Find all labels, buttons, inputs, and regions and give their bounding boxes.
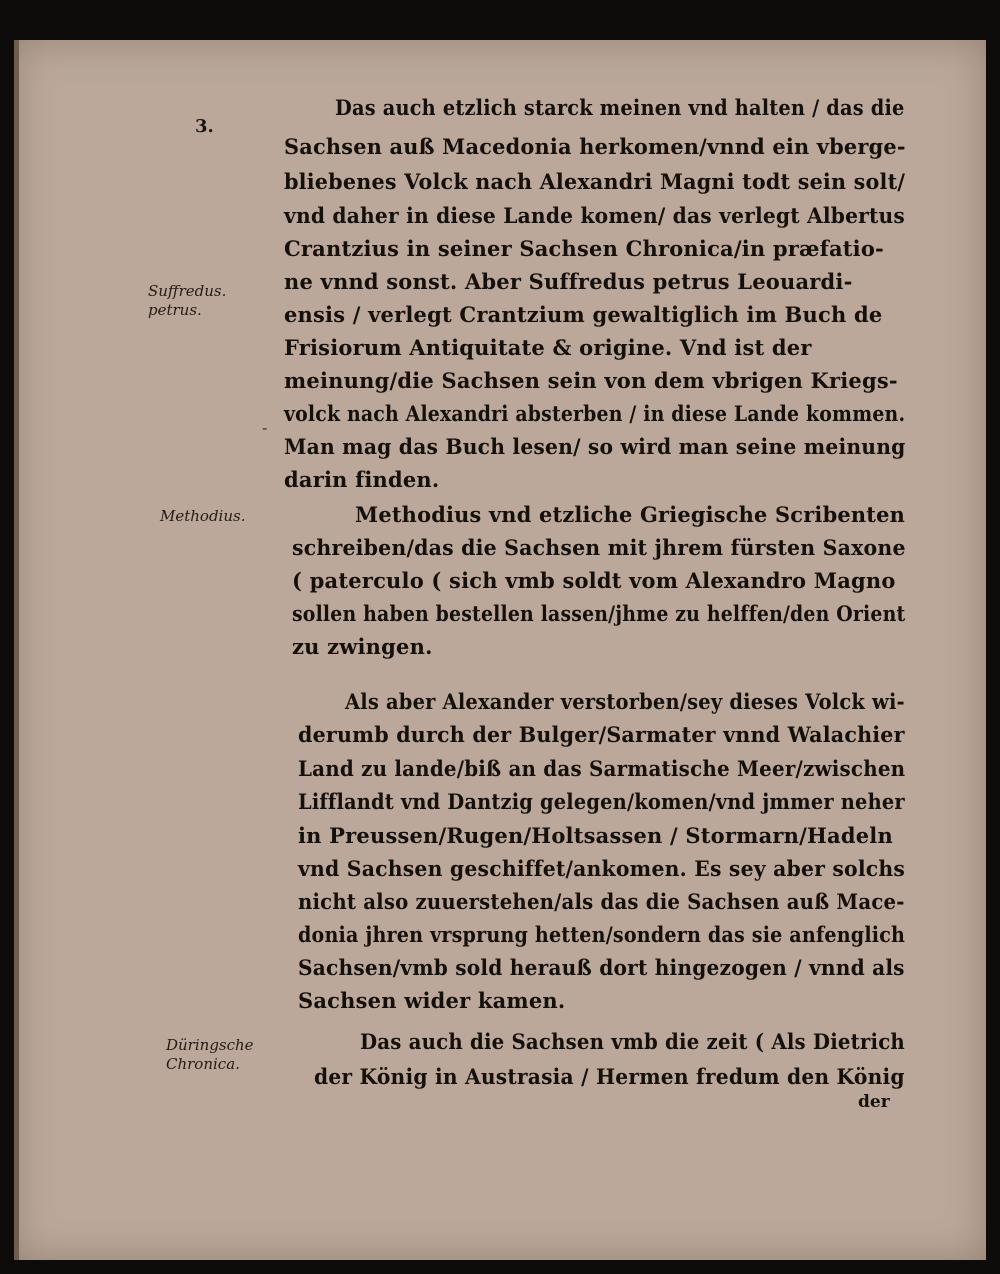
text-line: Frisiorum Antiquitate & origine. Vnd ist der xyxy=(284,335,812,360)
text-line: darin finden. xyxy=(284,467,440,492)
margin-dash-mark: - xyxy=(262,418,268,437)
margin-note-line: Düringsche xyxy=(166,1036,254,1054)
text-line: Sachsen wider kamen. xyxy=(298,988,566,1013)
text-line: sollen haben bestellen lassen/jhme zu helffen/den Orient xyxy=(292,601,906,626)
text-line: donia jhren vrsprung hetten/sondern das sie anfenglich xyxy=(298,922,906,947)
text-line: Das auch etzlich starck meinen vnd halten / das die xyxy=(335,95,905,120)
margin-note-methodius xyxy=(160,507,245,526)
text-line: schreiben/das die Sachsen mit jhrem fürsten Saxone xyxy=(292,535,906,560)
margin-note-suffredus xyxy=(148,282,226,320)
text-line: der König in Austrasia / Hermen fredum den König xyxy=(314,1064,905,1089)
text-line: volck nach Alexandri absterben / in diese Lande kommen. xyxy=(284,401,906,426)
text-line: vnd daher in diese Lande komen/ das verlegt Albertus xyxy=(284,203,906,228)
text-line: Sachsen auß Macedonia herkomen/vnnd ein vberge- xyxy=(284,134,906,159)
margin-note-line: petrus. xyxy=(148,301,202,319)
text-line: Crantzius in seiner Sachsen Chronica/in præfatio- xyxy=(284,236,884,261)
text-line: meinung/die Sachsen sein von dem vbrigen Kriegs- xyxy=(284,368,898,393)
text-line: Das auch die Sachsen vmb die zeit ( Als Dietrich xyxy=(360,1029,905,1054)
text-line: ne vnnd sonst. Aber Suffredus petrus Leouardi- xyxy=(284,269,853,294)
text-line: Sachsen/vmb sold herauß dort hingezogen / vnnd als xyxy=(298,955,905,980)
text-line: Als aber Alexander verstorben/sey dieses Volck wi- xyxy=(345,689,905,714)
text-line: zu zwingen. xyxy=(292,634,433,659)
text-line: Man mag das Buch lesen/ so wird man seine meinung xyxy=(284,434,906,459)
text-line: ensis / verlegt Crantzium gewaltiglich im Buch de xyxy=(284,302,883,327)
text-line: Lifflandt vnd Dantzig gelegen/komen/vnd jmmer neher xyxy=(298,789,905,814)
page-number: 3. xyxy=(195,116,214,137)
text-line: bliebenes Volck nach Alexandri Magni todt sein solt/ xyxy=(284,169,906,194)
margin-note-line: Suffredus. xyxy=(148,282,227,300)
text-line: derumb durch der Bulger/Sarmater vnnd Walachier xyxy=(298,722,905,747)
text-line: ( paterculo ( sich vmb soldt vom Alexandro Magno xyxy=(292,568,896,593)
text-line: Methodius vnd etzliche Griegische Scribenten xyxy=(355,502,906,527)
margin-note-thuringische-chronica xyxy=(166,1036,254,1074)
page-binding-edge xyxy=(14,40,19,1260)
margin-note-line: Methodius. xyxy=(160,507,246,525)
text-line: in Preussen/Rugen/Holtsassen / Stormarn/Hadeln xyxy=(298,823,893,848)
text-line: Land zu lande/biß an das Sarmatische Meer/zwischen xyxy=(298,756,906,781)
margin-note-line: Chronica. xyxy=(166,1055,240,1073)
catchword: der xyxy=(858,1092,890,1112)
text-line: nicht also zuuerstehen/als das die Sachsen auß Mace- xyxy=(298,889,905,914)
text-line: vnd Sachsen geschiffet/ankomen. Es sey aber solchs xyxy=(298,856,906,881)
